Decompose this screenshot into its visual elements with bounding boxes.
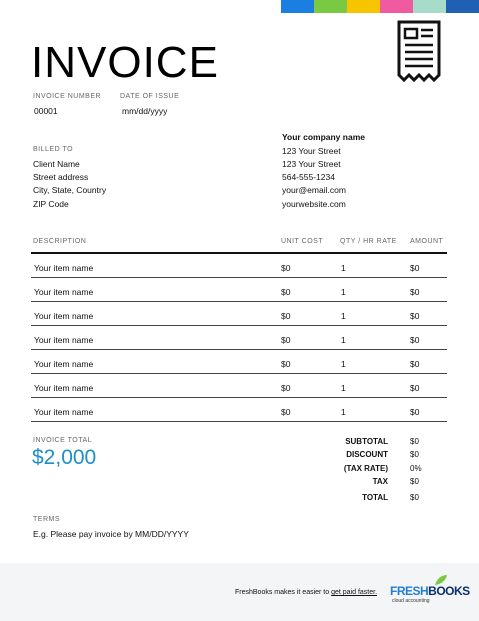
color-swatch	[347, 0, 380, 13]
item-amount: $0	[410, 359, 420, 369]
client-city[interactable]: City, State, Country	[33, 185, 107, 195]
receipt-icon	[396, 20, 442, 82]
logo-tagline: cloud accounting	[392, 598, 430, 604]
total-value: $0	[410, 493, 419, 502]
company-line[interactable]: 123 Your Street	[282, 159, 341, 169]
item-unit-cost[interactable]: $0	[281, 407, 291, 417]
item-qty[interactable]: 1	[341, 359, 346, 369]
color-swatch	[281, 0, 314, 13]
tax-rate-label: (TAX RATE)	[343, 464, 388, 473]
tax-value: $0	[410, 477, 419, 486]
invoice-total-value: $2,000	[32, 446, 97, 469]
table-header	[31, 238, 447, 248]
table-row	[31, 374, 447, 398]
footer-text-prefix: FreshBooks makes it easier to	[235, 589, 332, 596]
col-qty: QTY / HR RATE	[340, 238, 397, 245]
logo-books: BOOKS	[428, 584, 470, 598]
item-amount: $0	[410, 407, 420, 417]
invoice-number-value[interactable]: 00001	[34, 106, 58, 116]
item-qty[interactable]: 1	[341, 311, 346, 321]
company-phone[interactable]: 564-555-1234	[282, 172, 335, 182]
col-unit-cost: UNIT COST	[281, 238, 324, 245]
item-amount: $0	[410, 383, 420, 393]
item-unit-cost[interactable]: $0	[281, 263, 291, 273]
brand-color-bar	[281, 0, 479, 13]
item-qty[interactable]: 1	[341, 407, 346, 417]
color-swatch	[380, 0, 413, 13]
subtotal-label: SUBTOTAL	[345, 437, 388, 446]
logo-fresh: FRESH	[390, 584, 429, 598]
client-zip[interactable]: ZIP Code	[33, 199, 69, 209]
color-swatch	[446, 0, 479, 13]
color-swatch	[314, 0, 347, 13]
invoice-number-label: INVOICE NUMBER	[33, 93, 102, 100]
item-description[interactable]: Your item name	[34, 359, 94, 369]
color-swatch	[413, 0, 446, 13]
item-amount: $0	[410, 287, 420, 297]
tax-rate-value[interactable]: 0%	[410, 464, 422, 473]
date-of-issue-value[interactable]: mm/dd/yyyy	[122, 106, 168, 116]
item-qty[interactable]: 1	[341, 287, 346, 297]
item-amount: $0	[410, 263, 420, 273]
subtotal-value: $0	[410, 437, 419, 446]
item-unit-cost[interactable]: $0	[281, 359, 291, 369]
company-email[interactable]: your@email.com	[282, 185, 346, 195]
row-divider	[31, 421, 447, 422]
company-line[interactable]: 123 Your Street	[282, 146, 341, 156]
item-amount: $0	[410, 335, 420, 345]
table-row	[31, 254, 447, 278]
item-unit-cost[interactable]: $0	[281, 287, 291, 297]
discount-label: DISCOUNT	[346, 450, 388, 459]
item-unit-cost[interactable]: $0	[281, 311, 291, 321]
table-row	[31, 278, 447, 302]
logo-wordmark	[390, 584, 470, 598]
client-street[interactable]: Street address	[33, 172, 89, 182]
date-of-issue-label: DATE OF ISSUE	[120, 93, 180, 100]
terms-label: TERMS	[33, 516, 60, 523]
table-row	[31, 302, 447, 326]
company-website[interactable]: yourwebsite.com	[282, 199, 346, 209]
item-description[interactable]: Your item name	[34, 263, 94, 273]
get-paid-faster-link[interactable]: get paid faster.	[331, 589, 378, 596]
col-description: DESCRIPTION	[33, 238, 87, 245]
item-unit-cost[interactable]: $0	[281, 335, 291, 345]
item-qty[interactable]: 1	[341, 263, 346, 273]
item-amount: $0	[410, 311, 420, 321]
discount-value[interactable]: $0	[410, 450, 419, 459]
item-description[interactable]: Your item name	[34, 383, 94, 393]
billed-to-label: BILLED TO	[33, 146, 74, 153]
tax-label: TAX	[372, 477, 388, 486]
item-description[interactable]: Your item name	[34, 311, 94, 321]
total-label: TOTAL	[362, 493, 388, 502]
item-qty[interactable]: 1	[341, 335, 346, 345]
client-name[interactable]: Client Name	[33, 159, 80, 169]
terms-value[interactable]: E.g. Please pay invoice by MM/DD/YYYY	[33, 529, 189, 539]
item-description[interactable]: Your item name	[34, 287, 94, 297]
item-description[interactable]: Your item name	[34, 335, 94, 345]
item-unit-cost[interactable]: $0	[281, 383, 291, 393]
table-row	[31, 326, 447, 350]
company-name[interactable]: Your company name	[282, 132, 365, 142]
item-description[interactable]: Your item name	[34, 407, 94, 417]
table-row	[31, 350, 447, 374]
item-qty[interactable]: 1	[341, 383, 346, 393]
table-row	[31, 398, 447, 422]
footer-message	[235, 589, 377, 596]
invoice-title: INVOICE	[31, 38, 219, 87]
invoice-total-label: INVOICE TOTAL	[33, 437, 93, 444]
col-amount: AMOUNT	[410, 238, 444, 245]
freshbooks-logo[interactable]	[390, 576, 470, 608]
